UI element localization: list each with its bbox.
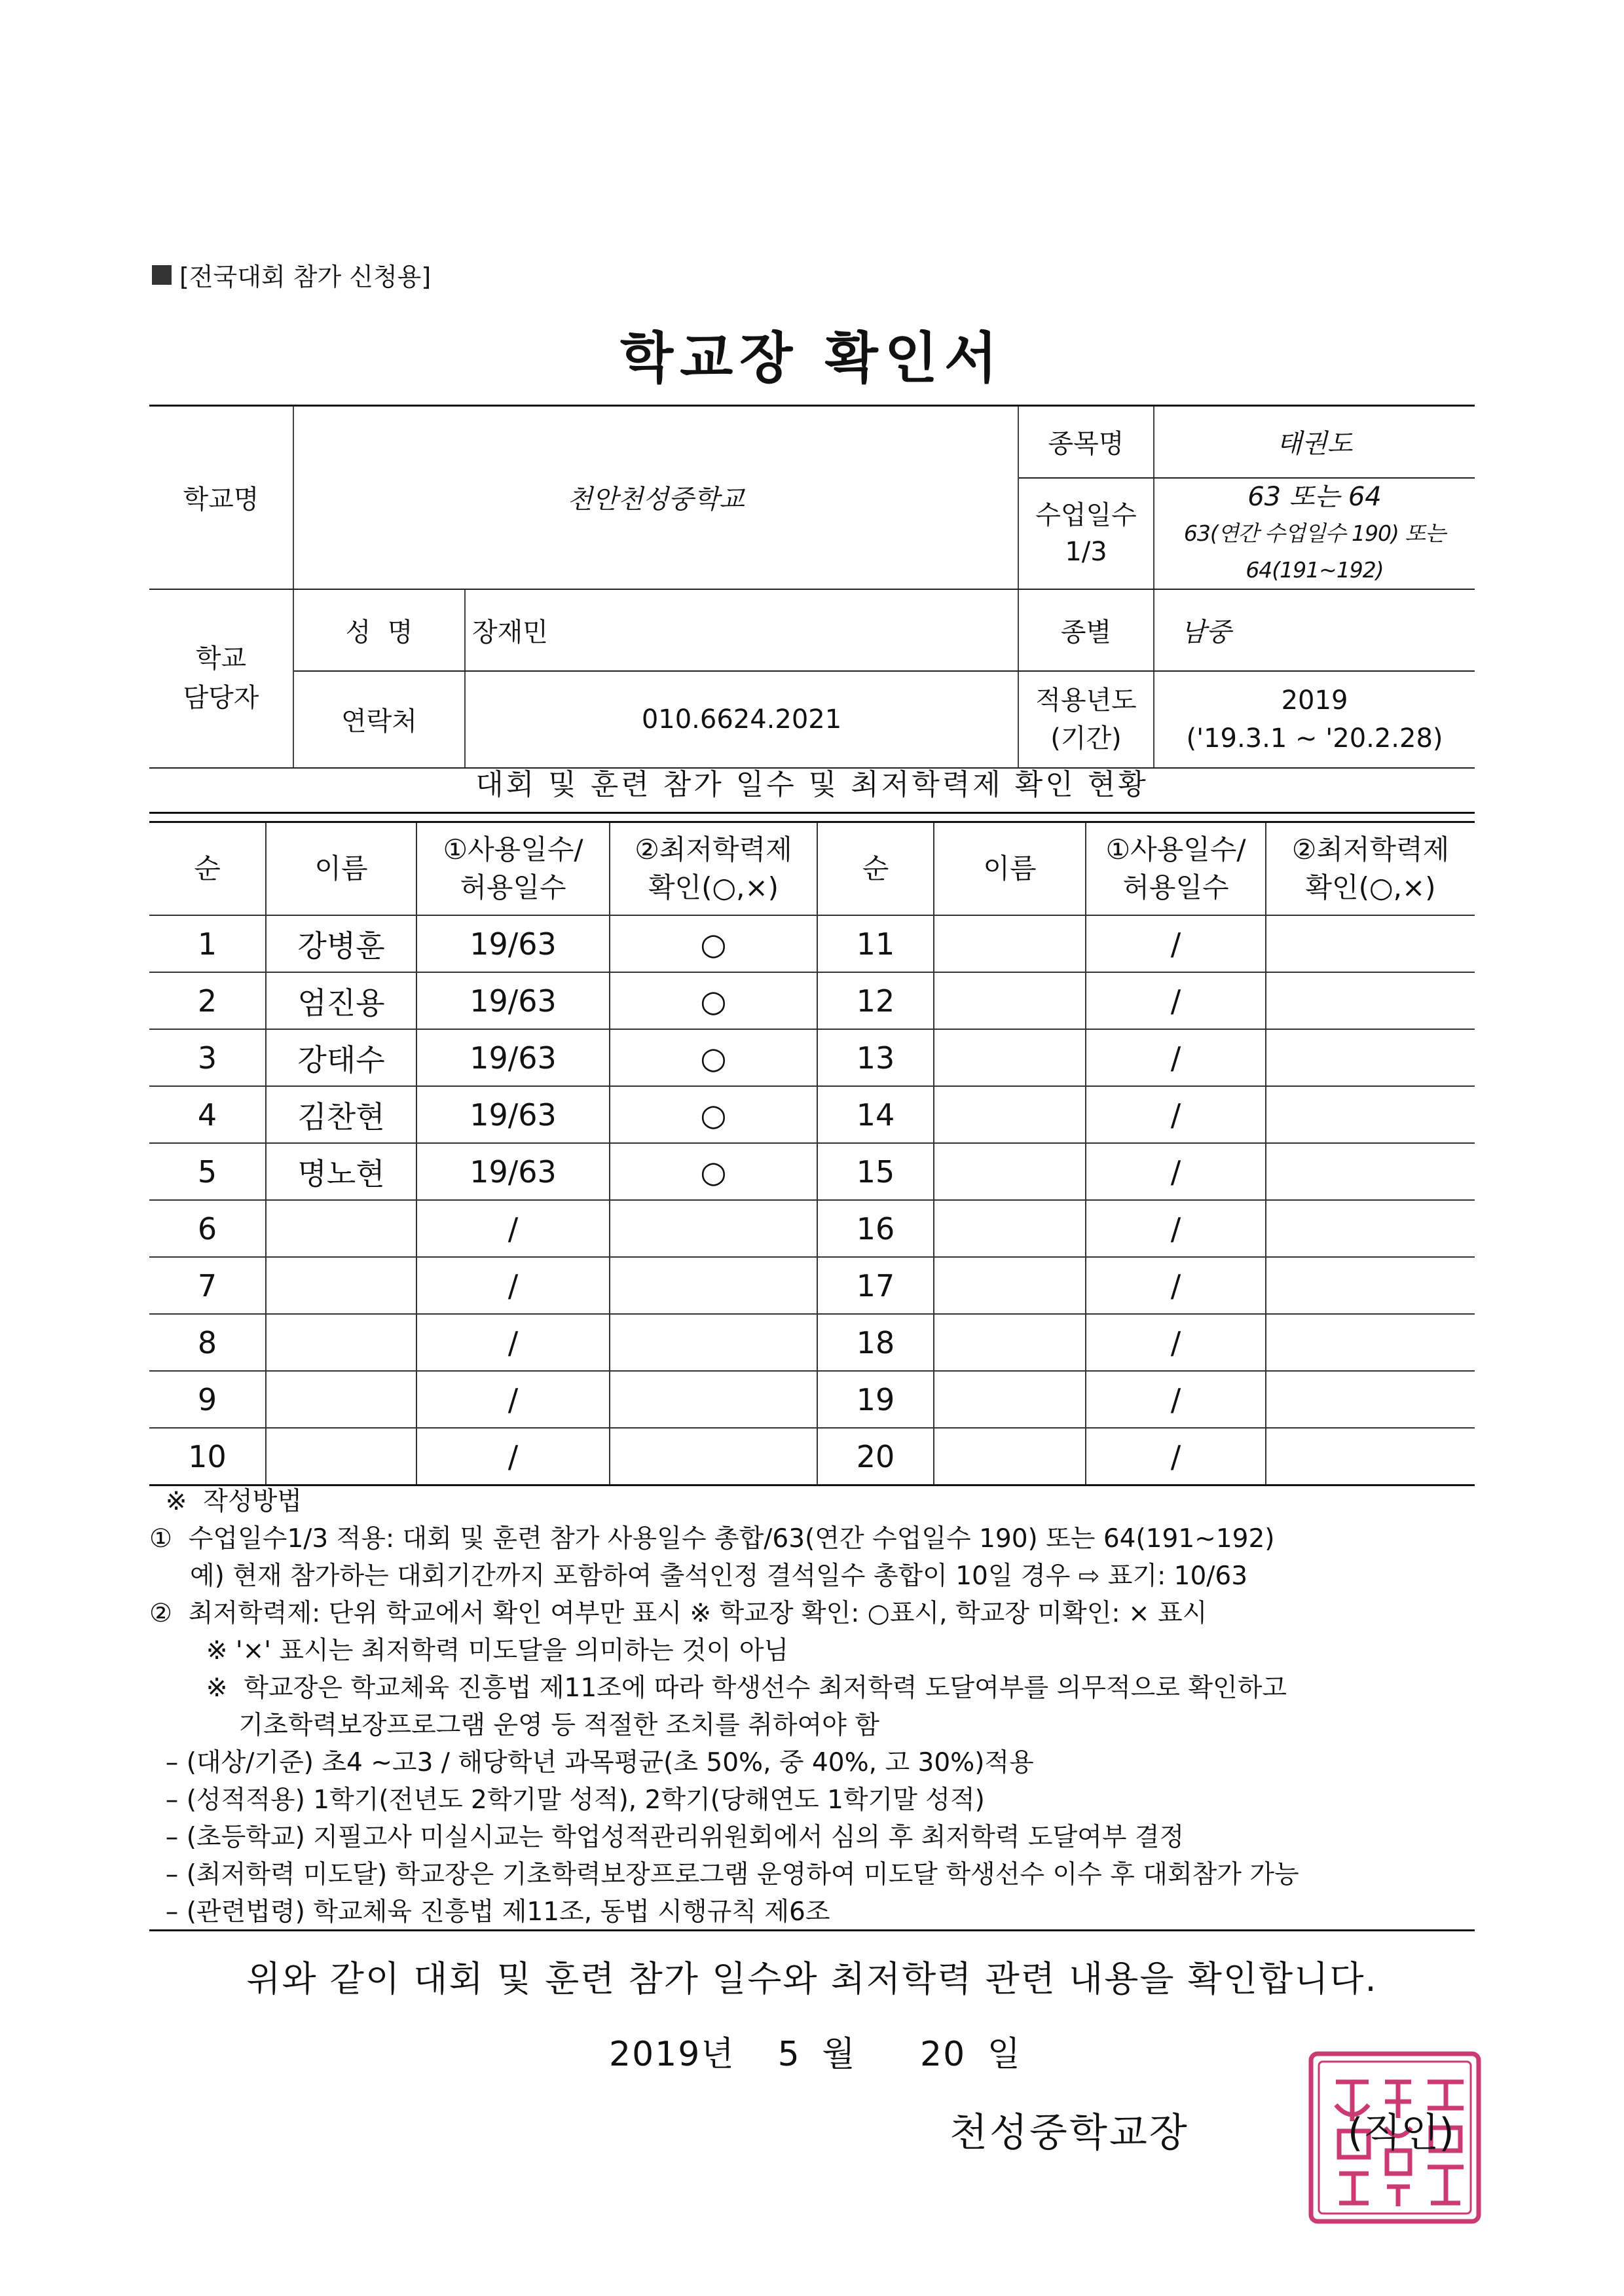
table-row: [149, 1086, 1475, 1143]
note-line: ※ 학교장은 학교체육 진흥법 제11조에 따라 학생선수 최저학력 도달여부를 의무적으로 확인하고: [149, 1673, 1287, 1703]
confirmation-text: 위와 같이 대회 및 훈련 참가 일수와 최저학력 관련 내용을 확인합니다.: [246, 1958, 1378, 1999]
row-check: [1266, 1371, 1475, 1428]
note-line: – (초등학교) 지필고사 미실시교는 학업성적관리위원회에서 심의 후 최저학력 도달여부 결정: [149, 1823, 1185, 1852]
header-no: 순: [149, 822, 266, 916]
contact-label: 연락처: [293, 671, 465, 768]
notes-block: [149, 1483, 1475, 1931]
row-days: 19/63: [416, 972, 610, 1029]
note-line: – (최저학력 미도달) 학교장은 기초학력보장프로그램 운영하여 미도달 학생선수 이수 후 대회참가 가능: [149, 1860, 1299, 1889]
row-days: 19/63: [416, 1143, 610, 1200]
row-no: 7: [149, 1257, 266, 1314]
year-label: 적용년도 (기간): [1018, 671, 1154, 768]
row-check: [610, 1200, 817, 1257]
row-name: 명노현: [266, 1143, 416, 1200]
header-name: 이름: [934, 822, 1086, 916]
row-name: [266, 1200, 416, 1257]
row-check: [1266, 1200, 1475, 1257]
page-title: 학교장 확인서: [619, 326, 1005, 390]
row-no: 6: [149, 1200, 266, 1257]
row-no: 16: [817, 1200, 934, 1257]
row-days: /: [1086, 1200, 1266, 1257]
row-no: 19: [817, 1371, 934, 1428]
school-value: 천안천성중학교: [293, 406, 1018, 589]
row-name: [934, 1086, 1086, 1143]
row-check: [1266, 1314, 1475, 1371]
sport-label: 종목명: [1018, 406, 1154, 478]
row-check: [1266, 1257, 1475, 1314]
header-check: ②최저학력제 확인(○,×): [1266, 822, 1475, 916]
row-check: ○: [610, 915, 817, 972]
table-row: [149, 1257, 1475, 1314]
participation-table: [149, 821, 1475, 1486]
row-days: 19/63: [416, 1086, 610, 1143]
row-name: [266, 1428, 416, 1485]
row-days: /: [1086, 915, 1266, 972]
row-name: [934, 972, 1086, 1029]
row-no: 20: [817, 1428, 934, 1485]
header-days: ①사용일수/ 허용일수: [1086, 822, 1266, 916]
table-row: [149, 1371, 1475, 1428]
gender-label: 종별: [1018, 589, 1154, 671]
seal-label: (직인): [1348, 2110, 1454, 2156]
row-days: /: [1086, 1086, 1266, 1143]
table-row: [149, 915, 1475, 972]
row-check: [610, 1428, 817, 1485]
row-check: [610, 1371, 817, 1428]
note-line: 기초학력보장프로그램 운영 등 적절한 조치를 취하여야 함: [149, 1711, 879, 1740]
date-text: 2019년 5 월 20 일: [609, 2035, 1022, 2074]
form-type-label: [전국대회 참가 신청용]: [179, 263, 432, 291]
square-bullet-icon: [152, 265, 172, 285]
contact-value: 010.6624.2021: [465, 671, 1018, 768]
row-no: 18: [817, 1314, 934, 1371]
row-check: [1266, 915, 1475, 972]
class-days-value: 63 또는 64 63(연간 수업일수 190) 또는 64(191~192): [1154, 478, 1475, 589]
row-name: [934, 1257, 1086, 1314]
row-name: [934, 1143, 1086, 1200]
row-name: [934, 1314, 1086, 1371]
row-name: [934, 1029, 1086, 1086]
row-check: ○: [610, 1143, 817, 1200]
note-line: ① 수업일수1/3 적용: 대회 및 훈련 참가 사용일수 총합/63(연간 수업일수 190) 또는 64(191~192): [149, 1524, 1275, 1554]
row-days: /: [1086, 1428, 1266, 1485]
row-name: [934, 1428, 1086, 1485]
row-name: 엄진용: [266, 972, 416, 1029]
row-days: /: [1086, 1257, 1266, 1314]
row-no: 8: [149, 1314, 266, 1371]
row-no: 13: [817, 1029, 934, 1086]
row-check: [1266, 972, 1475, 1029]
table-row: [149, 1428, 1475, 1485]
divider: [149, 1929, 1475, 1931]
row-check: ○: [610, 1086, 817, 1143]
row-name: 강태수: [266, 1029, 416, 1086]
class-days-label: 수업일수 1/3: [1018, 478, 1154, 589]
form-type-tag: [152, 257, 431, 293]
row-days: 19/63: [416, 915, 610, 972]
row-name: [266, 1371, 416, 1428]
row-check: ○: [610, 1029, 817, 1086]
row-check: [1266, 1143, 1475, 1200]
table-row: [149, 1200, 1475, 1257]
section-title: 대회 및 훈련 참가 일수 및 최저학력제 확인 현황: [149, 758, 1475, 814]
table-row: [149, 1314, 1475, 1371]
row-days: /: [416, 1257, 610, 1314]
row-name: 김찬현: [266, 1086, 416, 1143]
note-line: ② 최저학력제: 단위 학교에서 확인 여부만 표시 ※ 학교장 확인: ○표시, 학교장 미확인: × 표시: [149, 1599, 1208, 1628]
row-days: 19/63: [416, 1029, 610, 1086]
row-check: [1266, 1428, 1475, 1485]
school-label: 학교명: [149, 406, 293, 589]
header-check: ②최저학력제 확인(○,×): [610, 822, 817, 916]
row-no: 5: [149, 1143, 266, 1200]
row-no: 14: [817, 1086, 934, 1143]
row-check: [1266, 1029, 1475, 1086]
row-name: [934, 1371, 1086, 1428]
row-check: [610, 1257, 817, 1314]
row-name: [934, 1200, 1086, 1257]
note-line: – (성적적용) 1학기(전년도 2학기말 성적), 2학기(당해연도 1학기말 성적): [149, 1785, 985, 1815]
header-days: ①사용일수/ 허용일수: [416, 822, 610, 916]
note-line: ※ 작성방법: [149, 1487, 302, 1516]
header-name: 이름: [266, 822, 416, 916]
row-days: /: [1086, 1143, 1266, 1200]
row-check: [1266, 1086, 1475, 1143]
row-days: /: [1086, 1371, 1266, 1428]
row-days: /: [1086, 1029, 1266, 1086]
signer-name: 천성중학교장: [950, 2110, 1189, 2156]
row-no: 3: [149, 1029, 266, 1086]
row-no: 10: [149, 1428, 266, 1485]
row-days: /: [416, 1314, 610, 1371]
name-value: 장재민: [465, 589, 1018, 671]
note-line: – (관련법령) 학교체육 진흥법 제11조, 동법 시행규칙 제6조: [149, 1897, 830, 1927]
row-no: 17: [817, 1257, 934, 1314]
note-line: ※ '×' 표시는 최저학력 미도달을 의미하는 것이 아님: [149, 1636, 789, 1666]
row-name: [266, 1257, 416, 1314]
row-name: [266, 1314, 416, 1371]
row-no: 11: [817, 915, 934, 972]
row-name: 강병훈: [266, 915, 416, 972]
name-label: 성 명: [293, 589, 465, 671]
row-days: /: [416, 1428, 610, 1485]
row-name: [934, 915, 1086, 972]
row-no: 12: [817, 972, 934, 1029]
note-line: 예) 현재 참가하는 대회기간까지 포함하여 출석인정 결석일수 총합이 10일 경우 ⇨ 표기: 10/63: [149, 1561, 1248, 1591]
table-row: [149, 1029, 1475, 1086]
row-days: /: [416, 1200, 610, 1257]
note-line: – (대상/기준) 초4 ~고3 / 해당학년 과목평균(초 50%, 중 40%, 고 30%)적용: [149, 1748, 1034, 1777]
gender-value: 남중: [1154, 589, 1475, 671]
row-no: 2: [149, 972, 266, 1029]
year-value: 2019 ('19.3.1 ~ '20.2.28): [1154, 671, 1475, 768]
header-no: 순: [817, 822, 934, 916]
info-table: [149, 405, 1475, 769]
row-days: /: [416, 1371, 610, 1428]
row-no: 15: [817, 1143, 934, 1200]
sport-value: 태권도: [1154, 406, 1475, 478]
table-header-row: [149, 822, 1475, 916]
row-no: 4: [149, 1086, 266, 1143]
manager-label: 학교 담당자: [149, 589, 293, 768]
table-row: [149, 1143, 1475, 1200]
row-days: /: [1086, 1314, 1266, 1371]
row-check: [610, 1314, 817, 1371]
row-no: 1: [149, 915, 266, 972]
row-no: 9: [149, 1371, 266, 1428]
table-row: [149, 972, 1475, 1029]
row-days: /: [1086, 972, 1266, 1029]
row-check: ○: [610, 972, 817, 1029]
